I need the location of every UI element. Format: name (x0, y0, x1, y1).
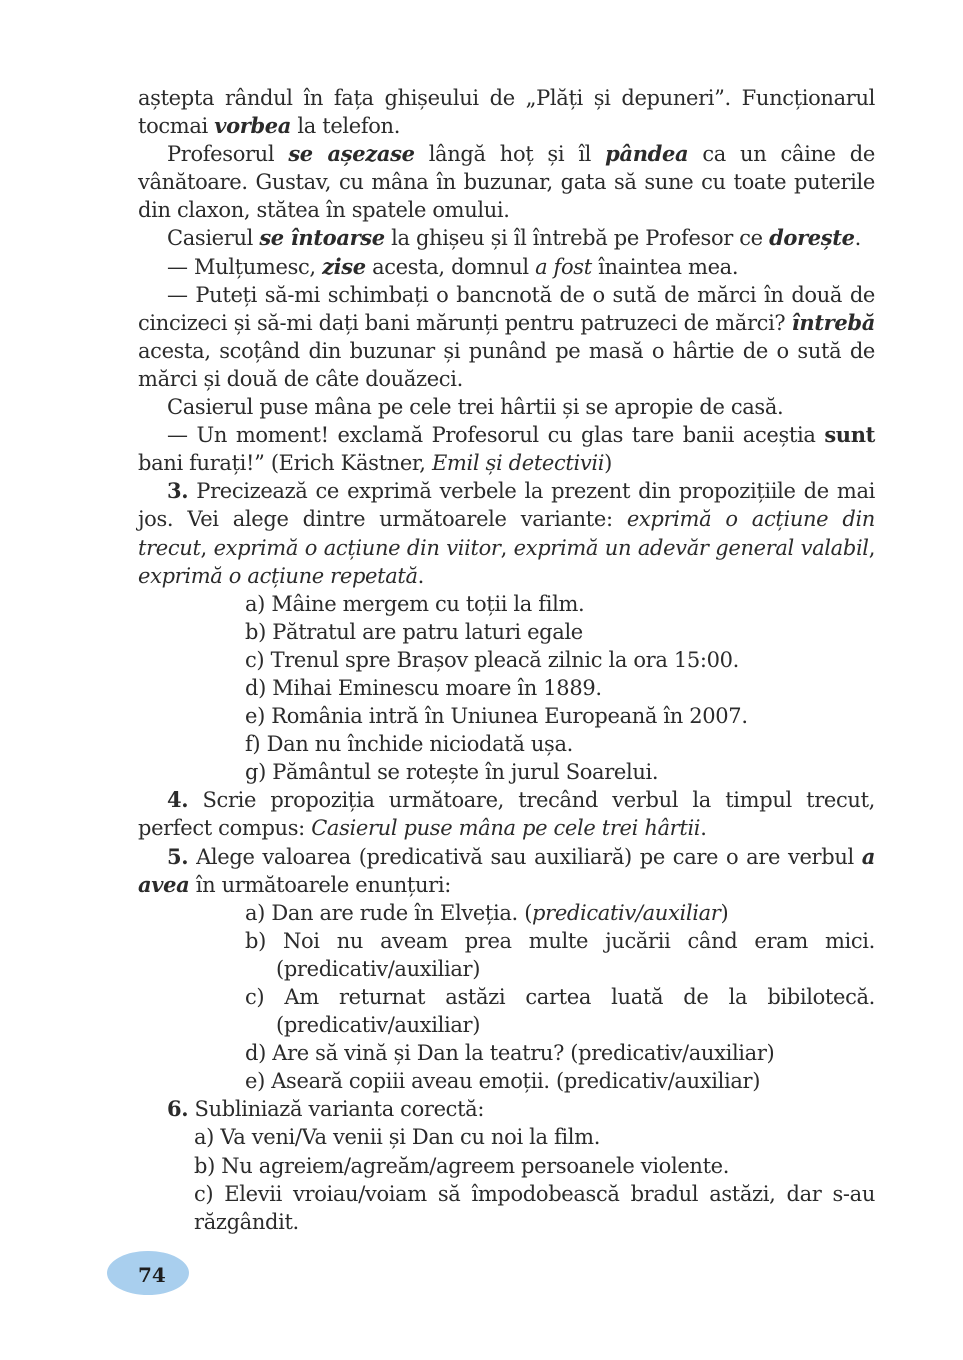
exercise-5-item: e) Aseară copiii aveau emoții. (predicativ/auxiliar) (245, 1069, 761, 1094)
paragraph: — Puteți să-mi schimbați o bancnotă de o sută de mărci în două de cincizeci și să-mi dați bani mărunți pentru patruzeci de mărci? întrebă acesta, scoțând din buzunar și punând pe masă o hârtie de o sută de mărci și două de câte douăzeci. (138, 282, 875, 391)
exercise-3-item: c) Trenul spre Brașov pleacă zilnic la ora 15:00. (245, 647, 739, 672)
paragraph: — Mulțumesc, zise acesta, domnul a fost înaintea mea. (167, 253, 739, 279)
exercise-3-item: b) Pătratul are patru laturi egale (245, 619, 583, 644)
paragraph: aștepta rândul în fața ghișeului de „Plăți și depuneri”. Funcționarul tocmai vorbea la telefon. (138, 86, 875, 139)
exercise-6-prompt: 6. Subliniază varianta corectă: (167, 1096, 485, 1122)
paragraph: — Un moment! exclamă Profesorul cu glas tare banii aceștia sunt bani furați!” (Erich Kästner, Emil și detectivii) (138, 422, 875, 476)
exercise-3-item: e) România intră în Uniunea Europeană în 2007. (245, 704, 748, 729)
paragraph: Profesorul se așezase lângă hoț și îl pândea ca un câine de vânătoare. Gustav, cu mâna în buzunar, gata să sune cu toate puterile din claxon, stătea în spatele omului. (138, 141, 875, 223)
exercise-6-item: b) Nu agreiem/agreăm/agreem persoanele violente. (194, 1153, 730, 1178)
exercise-3-item: a) Mâine mergem cu toții la film. (245, 591, 585, 616)
paragraph: Casierul puse mâna pe cele trei hârtii și se apropie de casă. (167, 395, 784, 420)
exercise-5-item: a) Dan are rude în Elveția. (predicativ/auxiliar) (245, 900, 729, 925)
exercise-6-item: c) Elevii vroiau/voiam să împodobească bradul astăzi, dar s-au răzgândit. (194, 1181, 875, 1234)
exercise-5-prompt: 5. Alege valoarea (predicativă sau auxiliară) pe care o are verbul a avea în următoarele enunțuri: (138, 843, 875, 897)
exercise-4-prompt: 4. Scrie propoziția următoare, trecând verbul la timpul trecut, perfect compus: Casierul puse mâna pe cele trei hârtii. (138, 787, 875, 841)
exercise-3-item: g) Pământul se rotește în jurul Soarelui. (245, 760, 659, 785)
exercise-5-item: c) Am returnat astăzi cartea luată de la bibilotecă. (predicativ/auxiliar) (245, 985, 875, 1038)
paragraph: Casierul se întoarse la ghișeu și îl întrebă pe Profesor ce dorește. (167, 225, 861, 251)
exercise-3-prompt: 3. Precizează ce exprimă verbele la prezent din propozițiile de mai jos. Vei alege dintre următoarele variante: exprimă o acțiune din trecut, exprimă o acțiune din viitor, exprimă un adevăr general valabil, exprimă o acțiune repetată. (138, 478, 876, 588)
exercise-3-item: d) Mihai Eminescu moare în 1889. (245, 675, 602, 700)
exercise-5-item: b) Noi nu aveam prea multe jucării când eram mici. (predicativ/auxiliar) (245, 928, 875, 981)
page-content (138, 84, 875, 1236)
exercise-6-item: a) Va veni/Va venii și Dan cu noi la film. (194, 1125, 601, 1150)
exercise-5-item: d) Are să vină și Dan la teatru? (predicativ/auxiliar) (245, 1041, 775, 1066)
page-number: 74 (138, 1263, 166, 1287)
exercise-3-item: f) Dan nu închide niciodată ușa. (245, 732, 573, 757)
